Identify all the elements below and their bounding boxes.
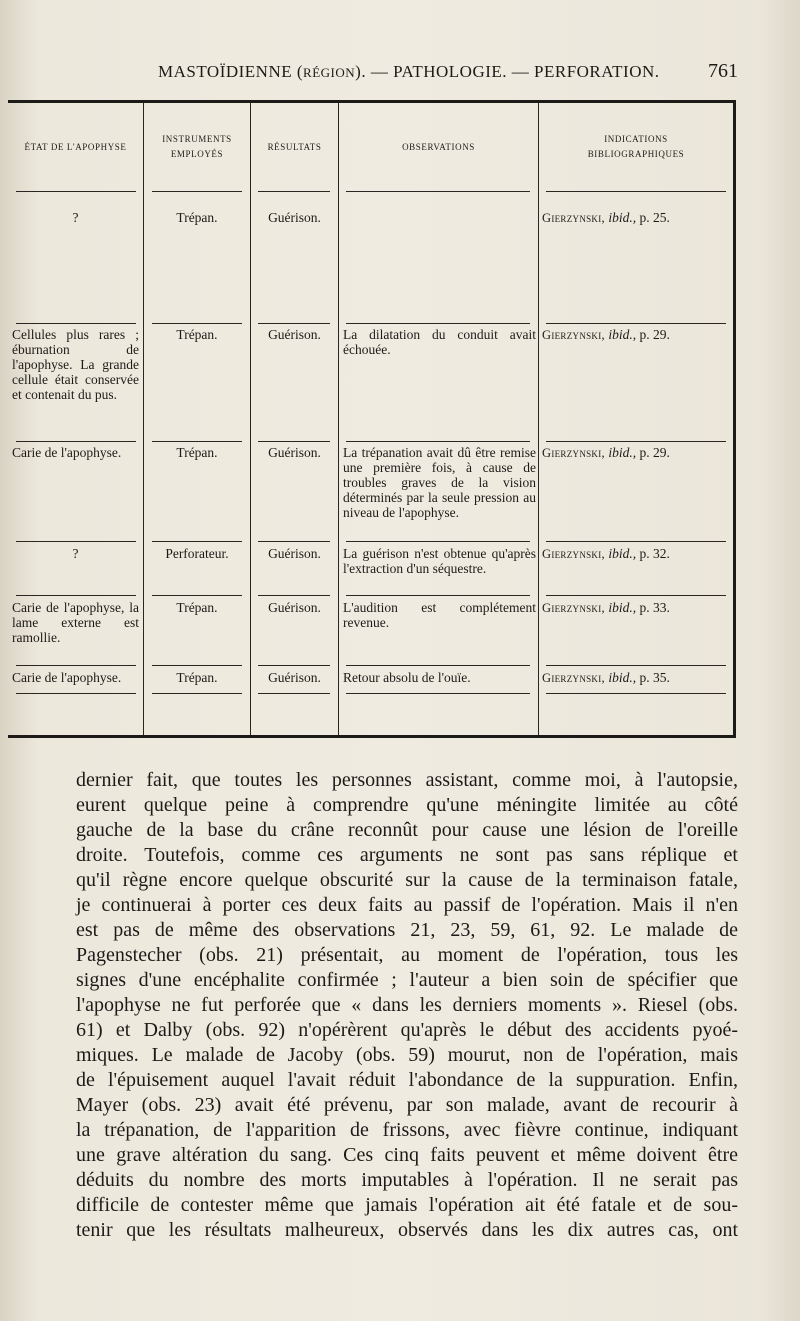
observations-table: [8, 100, 736, 738]
body-line: Mayer (obs. 23) avait été prévenu, par son malade, avant de recourir à: [76, 1094, 738, 1116]
table-row-6-instrument: Trépan.: [176, 670, 218, 685]
body-line: qu'il règne encore quelque obscurité sur la cause de la terminaison fatale,: [76, 869, 738, 891]
body-line: difficile de contester même que jamais l'opération ait été fatale et de sou-: [76, 1194, 738, 1216]
column-divider: [538, 103, 539, 735]
body-line: la trépanation, de l'apparition de frissons, avec fièvre continue, indiquant: [76, 1119, 738, 1141]
body-line: gauche de la base du crâne reconnût pour cause une lésion de l'oreille: [76, 819, 738, 841]
body-paragraph: [76, 768, 738, 1243]
body-line: est pas de même des observations 21, 23, 59, 61, 92. Le malade de: [76, 919, 738, 941]
table-row-4-observation: La guérison n'est obtenue qu'après l'extraction d'un séquestre.: [343, 546, 536, 576]
table-row-6-etat: Carie de l'apophyse.: [12, 670, 122, 685]
table-row-6-resultat: Guérison.: [268, 670, 321, 685]
table-row-1-etat: ?: [72, 210, 79, 225]
header-etat: ÉTAT DE L'APOPHYSE: [24, 141, 127, 152]
table-row-5-etat: Carie de l'apophyse, la lame externe est ramollie.: [12, 600, 139, 645]
table-row-6-reference: Gierzynski, ibid., p. 35.: [542, 670, 670, 685]
table-row-4-resultat: Guérison.: [268, 546, 321, 561]
running-head: [0, 62, 800, 88]
table-row-3-etat: Carie de l'apophyse.: [12, 445, 122, 460]
table-row-3-observation: La trépanation avait dû être remise une première fois, à cause de troubles graves de la vision déterminés par la seule pression au niveau de l'apophyse.: [343, 445, 536, 520]
table-row-1-resultat: Guérison.: [268, 210, 321, 225]
column-divider: [250, 103, 251, 735]
body-line: miques. Le malade de Jacoby (obs. 59) mourut, non de l'opération, mais: [76, 1044, 738, 1066]
column-divider: [338, 103, 339, 735]
body-line: Pagenstecher (obs. 21) présentait, au moment de l'opération, tous les: [76, 944, 738, 966]
body-line: une grave altération du sang. Ces cinq faits peuvent et même doivent être: [76, 1144, 738, 1166]
page-number: 761: [708, 60, 738, 82]
table-row-4-etat: ?: [72, 546, 79, 561]
body-line: 61) et Dalby (obs. 92) n'opérèrent qu'après le début des accidents pyoé-: [76, 1019, 738, 1041]
table-row-2-resultat: Guérison.: [268, 327, 321, 342]
column-divider: [143, 103, 144, 735]
body-line: tenir que les résultats malheureux, observés dans les dix autres cas, ont: [76, 1219, 738, 1241]
body-line: dernier fait, que toutes les personnes assistant, comme moi, à l'autopsie,: [76, 769, 738, 791]
body-line: l'apophyse ne fut perforée que « dans les derniers moments ». Riesel (obs.: [76, 994, 738, 1016]
table-row-6-observation: Retour absolu de l'ouïe.: [343, 670, 471, 685]
table-row-2-etat: Cellules plus rares ; éburnation de l'apophyse. La grande cellule était conservée et contenait du pus.: [12, 327, 139, 402]
table-row-5-observation: L'audition est complétement revenue.: [343, 600, 536, 630]
table-row-5-reference: Gierzynski, ibid., p. 33.: [542, 600, 670, 615]
body-line: eurent quelque peine à comprendre qu'une méningite limitée au côté: [76, 794, 738, 816]
table-row-1-reference: Gierzynski, ibid., p. 25.: [542, 210, 670, 225]
header-indications: INDICATIONS BIBLIOGRAPHIQUES: [587, 134, 685, 159]
body-line: droite. Toutefois, comme ces arguments ne sont pas sans réplique et: [76, 844, 738, 866]
header-observations: OBSERVATIONS: [402, 141, 475, 152]
header-instruments: INSTRUMENTS EMPLOYÉS: [162, 134, 232, 159]
body-line: déduits du nombre des morts imputables à l'opération. Il ne serait pas: [76, 1169, 738, 1191]
table-row-5-resultat: Guérison.: [268, 600, 321, 615]
running-title: MASTOÏDIENNE (RÉGION). — PATHOLOGIE. — PERFORATION.: [158, 62, 660, 81]
table-row-2-instrument: Trépan.: [176, 327, 218, 342]
body-line: je continuerai à porter ces deux faits au passif de l'opération. Mais il n'en: [76, 894, 738, 916]
header-resultats: RÉSULTATS: [267, 141, 322, 152]
table-row-3-instrument: Trépan.: [176, 445, 218, 460]
table-row-1-instrument: Trépan.: [176, 210, 218, 225]
table-row-2-reference: Gierzynski, ibid., p. 29.: [542, 327, 670, 342]
body-line: de l'épuisement auquel l'avait réduit l'abondance de la suppuration. Enfin,: [76, 1069, 738, 1091]
table-row-2-observation: La dilatation du conduit avait échouée.: [343, 327, 536, 357]
table-row-3-reference: Gierzynski, ibid., p. 29.: [542, 445, 670, 460]
table-row-5-instrument: Trépan.: [176, 600, 218, 615]
table-row-3-resultat: Guérison.: [268, 445, 321, 460]
table-row-4-reference: Gierzynski, ibid., p. 32.: [542, 546, 670, 561]
table-row-4-instrument: Perforateur.: [165, 546, 229, 561]
body-line: signes d'une encéphalite confirmée ; l'auteur a bien soin de spécifier que: [76, 969, 738, 991]
